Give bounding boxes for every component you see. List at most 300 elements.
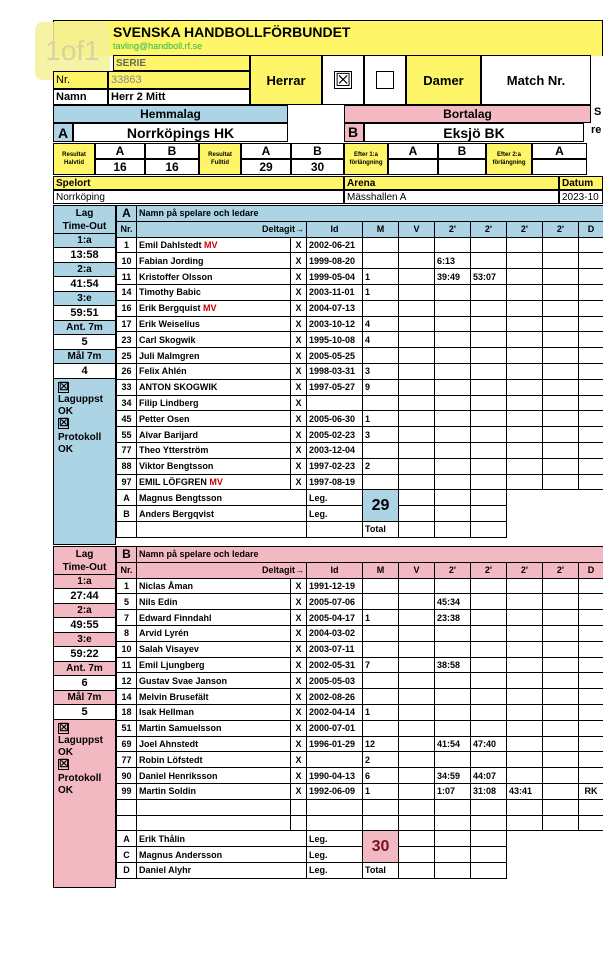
warning [399, 300, 435, 316]
empty-cell [579, 799, 603, 815]
ant-7m-label: Ant. 7m [54, 321, 115, 335]
leader-name: Erik Thålin [137, 831, 307, 847]
herrar-label: Herrar [250, 55, 322, 105]
suspension-3 [507, 625, 543, 641]
empty-cell [399, 506, 435, 522]
efter2-label: Efter 2:a förlängning [486, 143, 532, 175]
player-id: 2002-08-26 [307, 689, 363, 705]
halvtid-label: Resultat Halvtid [53, 143, 95, 175]
goals: 4 [363, 316, 399, 332]
participated-mark: X [291, 363, 307, 379]
warning [399, 641, 435, 657]
two-min-header-3: 2' [507, 562, 543, 578]
leg-label: Leg. [307, 506, 363, 522]
player-row [117, 768, 603, 784]
disqualification [579, 458, 603, 474]
goals: 1 [363, 284, 399, 300]
disqualification [579, 332, 603, 348]
leg-label: Leg. [307, 862, 363, 878]
datum-value: 2023-10 [559, 190, 603, 204]
suspension-3 [507, 689, 543, 705]
disqualification [579, 395, 603, 411]
player-id: 2004-07-13 [307, 300, 363, 316]
player-id: 1990-04-13 [307, 768, 363, 784]
ant-7m-value: 5 [54, 335, 115, 350]
suspension-3 [507, 395, 543, 411]
suspension-3 [507, 442, 543, 458]
player-id: 2005-04-17 [307, 610, 363, 626]
warning [399, 316, 435, 332]
warning [399, 379, 435, 395]
goals: 1 [363, 411, 399, 427]
suspension-4 [543, 284, 579, 300]
player-name [137, 411, 291, 427]
player-name-text: Theo Ytterström [139, 445, 209, 456]
goals [363, 641, 399, 657]
player-number: 99 [117, 783, 137, 799]
player-row [117, 736, 603, 752]
player-name [137, 610, 291, 626]
team-total-score: 30 [363, 831, 399, 863]
suspension-1 [435, 237, 471, 253]
timeout-2-label: 2:a [54, 263, 115, 277]
suspension-1 [435, 625, 471, 641]
empty-cell [307, 815, 363, 831]
lag-label: Lag [75, 207, 94, 219]
warning [399, 427, 435, 443]
suspension-4 [543, 458, 579, 474]
suspension-3 [507, 458, 543, 474]
fulltid-b-header: B [291, 143, 344, 159]
suspension-4 [543, 610, 579, 626]
s-label: S [594, 106, 602, 118]
v-header: V [399, 562, 435, 578]
empty-cell [399, 847, 435, 863]
warning [399, 594, 435, 610]
suspension-1 [435, 316, 471, 332]
player-row [117, 689, 603, 705]
suspension-3 [507, 269, 543, 285]
player-row [117, 284, 603, 300]
laguppst-check-icon[interactable]: ☒ [59, 722, 69, 734]
player-row [117, 474, 603, 490]
participated-mark: X [291, 442, 307, 458]
warning [399, 442, 435, 458]
leg-label [307, 521, 363, 537]
timeout-1-value: 27:44 [54, 589, 115, 604]
disqualification [579, 752, 603, 768]
player-number: 97 [117, 474, 137, 490]
goals: 1 [363, 610, 399, 626]
warning [399, 269, 435, 285]
suspension-1 [435, 379, 471, 395]
disqualification [579, 379, 603, 395]
disqualification [579, 720, 603, 736]
herrar-checkbox[interactable] [322, 55, 364, 105]
player-number: 55 [117, 427, 137, 443]
serie-label: SERIE [113, 55, 250, 71]
empty-cell [137, 815, 291, 831]
player-number: 11 [117, 657, 137, 673]
ant-7m-label: Ant. 7m [54, 662, 115, 676]
empty-cell [399, 862, 435, 878]
spelort-label: Spelort [53, 176, 344, 190]
header-org: SVENSKA HANDBOLLFÖRBUNDET [113, 24, 351, 40]
player-number: 17 [117, 316, 137, 332]
goals: 12 [363, 736, 399, 752]
player-name [137, 689, 291, 705]
player-name [137, 363, 291, 379]
disqualification [579, 300, 603, 316]
participated-mark: X [291, 284, 307, 300]
goals: 3 [363, 427, 399, 443]
suspension-4 [543, 641, 579, 657]
suspension-4 [543, 578, 579, 594]
suspension-4 [543, 736, 579, 752]
efter1-b-header: B [438, 143, 486, 159]
suspension-3 [507, 673, 543, 689]
disqualification [579, 284, 603, 300]
warning [399, 395, 435, 411]
empty-cell [435, 506, 471, 522]
m-header: M [363, 221, 399, 237]
goals [363, 689, 399, 705]
disqualification [579, 673, 603, 689]
suspension-2 [471, 332, 507, 348]
suspension-1: 38:58 [435, 657, 471, 673]
m-header: M [363, 562, 399, 578]
player-id: 2004-03-02 [307, 625, 363, 641]
fulltid-b-value: 30 [291, 159, 344, 175]
suspension-1 [435, 474, 471, 490]
suspension-4 [543, 689, 579, 705]
leader-role: A [117, 490, 137, 506]
d-header: D [579, 221, 603, 237]
warning [399, 752, 435, 768]
player-number: 14 [117, 284, 137, 300]
goalkeeper-badge: MV [203, 303, 217, 314]
participated-mark: X [291, 641, 307, 657]
timeout-label: Time-Out [54, 561, 115, 575]
empty-cell [399, 831, 435, 847]
player-row [117, 427, 603, 443]
suspension-3 [507, 427, 543, 443]
player-id: 1991-12-19 [307, 578, 363, 594]
player-name [137, 474, 291, 490]
player-name-text: Felix Ahlén [139, 366, 187, 377]
team-a-letter: A [117, 206, 137, 222]
two-min-header-4: 2' [543, 221, 579, 237]
player-row [117, 363, 603, 379]
timeout-3-label: 3:e [54, 292, 115, 306]
suspension-3 [507, 610, 543, 626]
player-name-text: Daniel Henriksson [139, 770, 218, 781]
bortalag-label: Bortalag [344, 105, 591, 123]
goals [363, 673, 399, 689]
empty-cell [471, 490, 507, 506]
empty-cell [137, 799, 291, 815]
timeout-1-label: 1:a [54, 234, 115, 248]
player-name [137, 625, 291, 641]
goals: 7 [363, 657, 399, 673]
d-header: D [579, 562, 603, 578]
suspension-4 [543, 752, 579, 768]
empty-cell [471, 506, 507, 522]
suspension-4 [543, 673, 579, 689]
empty-cell [399, 799, 435, 815]
player-id: 1992-06-09 [307, 783, 363, 799]
timeout-1-value: 13:58 [54, 248, 115, 263]
empty-cell [435, 847, 471, 863]
empty-cell [307, 799, 363, 815]
disqualification [579, 427, 603, 443]
participated-mark: X [291, 689, 307, 705]
nr-label: Nr. [53, 71, 108, 89]
arena-value: Mässhallen A [344, 190, 559, 204]
player-name [137, 752, 291, 768]
player-name-text: Timothy Babic [139, 287, 201, 298]
player-row [117, 237, 603, 253]
player-name-text: Petter Osen [139, 413, 190, 424]
goals [363, 237, 399, 253]
player-name-text: Alvar Barijard [139, 429, 199, 440]
home-letter: A [53, 123, 73, 142]
team-b-side-panel [53, 546, 116, 888]
suspension-1: 45:34 [435, 594, 471, 610]
suspension-4 [543, 625, 579, 641]
player-name-text: Carl Skogwik [139, 334, 196, 345]
disqualification [579, 768, 603, 784]
player-number: 12 [117, 673, 137, 689]
suspension-4 [543, 395, 579, 411]
suspension-4 [543, 474, 579, 490]
damer-checkbox[interactable] [364, 55, 406, 105]
player-number: 1 [117, 578, 137, 594]
suspension-4 [543, 411, 579, 427]
timeout-2-value: 41:54 [54, 277, 115, 292]
player-name-text: Emil Ljungberg [139, 659, 205, 670]
suspension-2 [471, 625, 507, 641]
suspension-2 [471, 316, 507, 332]
participated-mark: X [291, 704, 307, 720]
player-name-text: Martin Soldin [139, 786, 196, 797]
empty-cell [399, 815, 435, 831]
team-total-score: 29 [363, 490, 399, 522]
suspension-3 [507, 316, 543, 332]
protokoll-check-icon[interactable]: ☒ [59, 417, 69, 429]
player-row [117, 300, 603, 316]
halvtid-b-value: 16 [145, 159, 199, 175]
player-name-text: ANTON SKOGWIK [139, 382, 218, 393]
player-name-text: Robin Löfstedt [139, 754, 203, 765]
header-email: tavling@handboll.rf.se [113, 41, 203, 51]
warning [399, 673, 435, 689]
suspension-3 [507, 348, 543, 364]
goalkeeper-badge: MV [204, 239, 218, 250]
suspension-2: 53:07 [471, 269, 507, 285]
deltagit-header: Deltagit→ [137, 221, 307, 237]
player-name-text: Nils Edin [139, 596, 178, 607]
player-number: 7 [117, 610, 137, 626]
empty-cell [543, 799, 579, 815]
suspension-4 [543, 379, 579, 395]
suspension-4 [543, 768, 579, 784]
participated-mark: X [291, 768, 307, 784]
warning [399, 578, 435, 594]
warning [399, 720, 435, 736]
player-number: 10 [117, 641, 137, 657]
suspension-1 [435, 300, 471, 316]
suspension-4 [543, 783, 579, 799]
suspension-4 [543, 253, 579, 269]
player-name-text: Kristoffer Olsson [139, 271, 213, 282]
suspension-3: 43:41 [507, 783, 543, 799]
suspension-3 [507, 332, 543, 348]
suspension-3 [507, 736, 543, 752]
player-name-text: Gustav Svae Janson [139, 675, 228, 686]
participated-mark: X [291, 474, 307, 490]
empty-cell [435, 521, 471, 537]
re-label: re [591, 124, 602, 136]
suspension-4 [543, 348, 579, 364]
player-row [117, 625, 603, 641]
mal-7m-value: 5 [54, 705, 115, 720]
suspension-2 [471, 253, 507, 269]
goals: 3 [363, 363, 399, 379]
empty-cell [117, 815, 137, 831]
goals: 1 [363, 269, 399, 285]
player-name [137, 720, 291, 736]
suspension-3 [507, 300, 543, 316]
suspension-2 [471, 442, 507, 458]
goals: 1 [363, 783, 399, 799]
suspension-2 [471, 673, 507, 689]
protokoll-label: Protokoll OK [58, 773, 102, 796]
empty-cell [543, 815, 579, 831]
suspension-2: 44:07 [471, 768, 507, 784]
leg-label: Leg. [307, 490, 363, 506]
player-number: 16 [117, 300, 137, 316]
goals [363, 720, 399, 736]
suspension-1 [435, 411, 471, 427]
suspension-3 [507, 253, 543, 269]
empty-cell [507, 799, 543, 815]
efter1-b-value [438, 159, 486, 175]
suspension-2 [471, 720, 507, 736]
goals: 2 [363, 752, 399, 768]
team-a-side-panel [53, 205, 116, 545]
suspension-2 [471, 363, 507, 379]
suspension-2 [471, 395, 507, 411]
disqualification [579, 253, 603, 269]
disqualification [579, 657, 603, 673]
suspension-2 [471, 610, 507, 626]
player-row [117, 610, 603, 626]
away-letter: B [344, 123, 364, 142]
suspension-3 [507, 379, 543, 395]
suspension-1: 6:13 [435, 253, 471, 269]
disqualification [579, 348, 603, 364]
player-number: 23 [117, 332, 137, 348]
player-name-text: Viktor Bengtsson [139, 461, 214, 472]
warning [399, 610, 435, 626]
suspension-3 [507, 594, 543, 610]
suspension-1 [435, 284, 471, 300]
player-name-text: Edward Finndahl [139, 612, 212, 623]
team-b-names-header: Namn på spelare och ledare [137, 547, 603, 563]
suspension-3 [507, 657, 543, 673]
suspension-4 [543, 316, 579, 332]
laguppst-check-icon[interactable]: ☒ [59, 381, 69, 393]
player-name [137, 332, 291, 348]
disqualification [579, 237, 603, 253]
player-id: 1997-08-19 [307, 474, 363, 490]
two-min-header-4: 2' [543, 562, 579, 578]
player-row [117, 269, 603, 285]
participated-mark: X [291, 594, 307, 610]
player-row [117, 594, 603, 610]
suspension-3 [507, 704, 543, 720]
player-id: 1998-03-31 [307, 363, 363, 379]
participated-mark: X [291, 625, 307, 641]
suspension-1: 23:38 [435, 610, 471, 626]
player-number: 5 [117, 594, 137, 610]
empty-cell [435, 815, 471, 831]
player-name-text: Emil Dahlstedt [139, 239, 202, 250]
leader-role: C [117, 847, 137, 863]
warning [399, 348, 435, 364]
player-row [117, 578, 603, 594]
disqualification [579, 689, 603, 705]
suspension-1 [435, 752, 471, 768]
player-number: 10 [117, 253, 137, 269]
goals [363, 442, 399, 458]
player-number: 34 [117, 395, 137, 411]
ant-7m-value: 6 [54, 676, 115, 691]
goals [363, 625, 399, 641]
suspension-1 [435, 363, 471, 379]
player-id: 2003-10-12 [307, 316, 363, 332]
efter1-a-value [388, 159, 438, 175]
two-min-header-1: 2' [435, 221, 471, 237]
leader-name [137, 521, 307, 537]
suspension-1 [435, 641, 471, 657]
suspension-1 [435, 673, 471, 689]
disqualification [579, 474, 603, 490]
player-name [137, 704, 291, 720]
mal-7m-label: Mål 7m [54, 691, 115, 705]
participated-mark: X [291, 736, 307, 752]
player-id: 1999-05-04 [307, 269, 363, 285]
participated-mark: X [291, 332, 307, 348]
disqualification [579, 610, 603, 626]
suspension-4 [543, 300, 579, 316]
suspension-4 [543, 720, 579, 736]
disqualification [579, 704, 603, 720]
team-b-letter: B [117, 547, 137, 563]
player-name [137, 427, 291, 443]
protokoll-check-icon[interactable]: ☒ [59, 758, 69, 770]
suspension-4 [543, 657, 579, 673]
datum-label: Datum [559, 176, 603, 190]
laguppst-label: Laguppst OK [58, 394, 103, 417]
empty-cell [435, 799, 471, 815]
player-number: 33 [117, 379, 137, 395]
suspension-1 [435, 348, 471, 364]
fulltid-a-header: A [241, 143, 291, 159]
timeout-2-value: 49:55 [54, 618, 115, 633]
suspension-3 [507, 474, 543, 490]
